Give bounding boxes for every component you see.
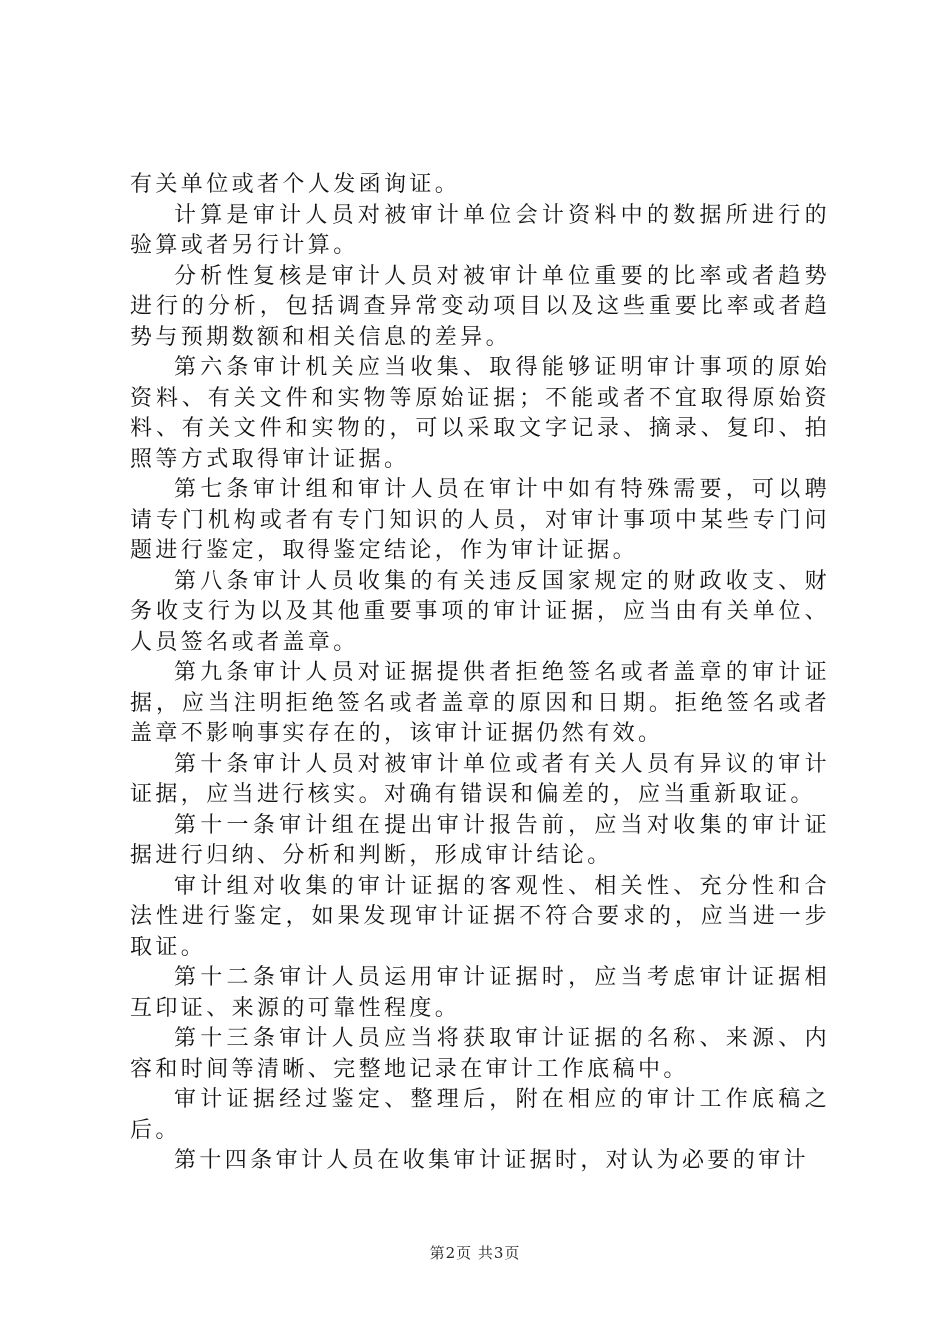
paragraph-2: 计算是审计人员对被审计单位会计资料中的数据所进行的验算或者另行计算。 bbox=[130, 202, 830, 258]
paragraph-3: 分析性复核是审计人员对被审计单位重要的比率或者趋势进行的分析，包括调查异常变动项目以及这些重要比率或者趋势与预期数额和相关信息的差异。 bbox=[130, 263, 830, 350]
paragraph-5: 第七条审计组和审计人员在审计中如有特殊需要，可以聘请专门机构或者有专门知识的人员，对审计事项中某些专门问题进行鉴定，取得鉴定结论，作为审计证据。 bbox=[130, 477, 830, 563]
paragraph-9: 第十一条审计组在提出审计报告前，应当对收集的审计证据进行归纳、分析和判断，形成审计结论。 bbox=[130, 812, 830, 868]
document-body bbox=[130, 170, 830, 1177]
paragraph-13: 审计证据经过鉴定、整理后，附在相应的审计工作底稿之后。 bbox=[130, 1087, 830, 1143]
paragraph-4: 第六条审计机关应当收集、取得能够证明审计事项的原始资料、有关文件和实物等原始证据；不能或者不宜取得原始资料、有关文件和实物的，可以采取文字记录、摘录、复印、拍照等方式取得审计证据。 bbox=[130, 355, 830, 472]
page-number-indicator: 第2页 共3页 bbox=[429, 1244, 521, 1262]
paragraph-11: 第十二条审计人员运用审计证据时，应当考虑审计证据相互印证、来源的可靠性程度。 bbox=[130, 965, 830, 1021]
paragraph-7: 第九条审计人员对证据提供者拒绝签名或者盖章的审计证据，应当注明拒绝签名或者盖章的原因和日期。拒绝签名或者盖章不影响事实存在的，该审计证据仍然有效。 bbox=[130, 660, 830, 746]
paragraph-8: 第十条审计人员对被审计单位或者有关人员有异议的审计证据，应当进行核实。对确有错误和偏差的，应当重新取证。 bbox=[130, 751, 830, 807]
paragraph-14: 第十四条审计人员在收集审计证据时，对认为必要的审计 bbox=[174, 1148, 810, 1173]
paragraph-12: 第十三条审计人员应当将获取审计证据的名称、来源、内容和时间等清晰、完整地记录在审计工作底稿中。 bbox=[130, 1026, 830, 1082]
paragraph-10: 审计组对收集的审计证据的客观性、相关性、充分性和合法性进行鉴定，如果发现审计证据不符合要求的，应当进一步取证。 bbox=[130, 873, 830, 960]
paragraph-6: 第八条审计人员收集的有关违反国家规定的财政收支、财务收支行为以及其他重要事项的审计证据，应当由有关单位、人员签名或者盖章。 bbox=[130, 568, 830, 655]
paragraph-1: 有关单位或者个人发函询证。 bbox=[130, 172, 461, 197]
page-footer bbox=[0, 1242, 950, 1263]
